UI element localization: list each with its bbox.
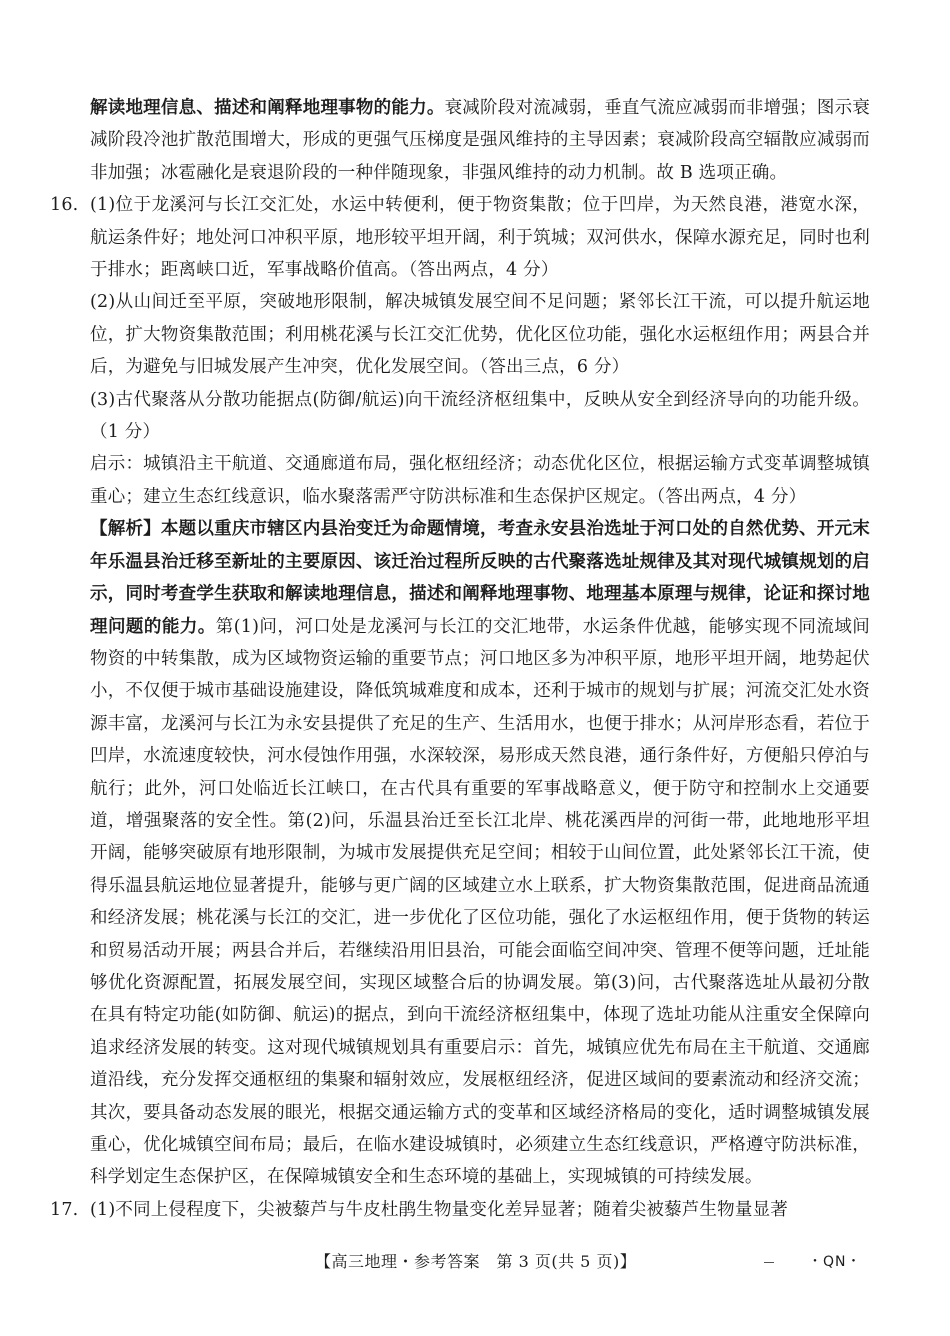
q17-part-1: (1)不同上侵程度下，尖被藜芦与牛皮杜鹃生物量变化差异显著；随着尖被藜芦生物量显著 (90, 1199, 788, 1220)
question-16-number: 16. (50, 195, 79, 216)
q15-bold-text: 解读地理信息、描述和阐释地理事物的能力。 (90, 98, 445, 118)
page-content (50, 92, 871, 1226)
footer-dash (764, 1262, 774, 1263)
q16-part-3: (3)古代聚落从分散功能据点(防御/航运)向干流经济枢纽集中，反映从安全到经济导向的功能升级。（1 分） (90, 389, 870, 443)
footer-page-info: 【高三地理・参考答案 第 3 页(共 5 页)】 (315, 1252, 637, 1271)
question-17 (50, 1194, 870, 1226)
q16-analysis-text: 第(1)问，河口处是龙溪河与长江的交汇地带，水运条件优越，能够实现不同流域间物资的中转集散，成为区域物资运输的重要节点；河口地区多为冲积平原，地形平坦开阔，地势起伏小，不仅便于城市基础设施建设，降低筑城难度和成本，还利于城市的规划与扩展；河流交汇处水资源丰富，龙溪河与长江为永安县提供了充足的生产、生活用水，也便于排水；从河岸形态看，若位于凹岸，水流速度较快，河水侵蚀作用强，水深较深，易形成天然良港，通行条件好，方便船只停泊与航行；此外，河口处临近长江峡口，在古代具有重要的军事战略意义，便于防守和控制水上交通要道，增强聚落的安全性。第(2)问，乐温县治迁至长江北岸、桃花溪西岸的河街一带，此地地形平坦开阔，能够突破原有地形限制，为城市发展提供充足空间；相较于山间位置，此处紧邻长江干流，使得乐温县航运地位显著提升，能够与更广阔的区域建立水上联系，扩大物资集散范围，促进商品流通和经济发展；桃花溪与长江的交汇，进一步优化了区位功能，强化了水运枢纽作用，便于货物的转运和贸易活动开展；两县合并后，若继续沿用旧县治，可能会面临空间冲突、管理不便等问题，迁址能够优化资源配置，拓展发展空间，实现区域整合后的协调发展。第(3)问，古代聚落选址从最初分散在具有特定功能(如防御、航运)的据点，到向干流经济枢纽集中，体现了选址功能从注重安全保障向追求经济发展的转变。这对现代城镇规划具有重要启示：首先，城镇应优先布局在主干航道、交通廊道沿线，充分发挥交通枢纽的集聚和辐射效应，发展枢纽经济，促进区域间的要素流动和经济交流；其次，要具备动态发展的眼光，根据交通运输方式的变革和区域经济格局的变化，适时调整城镇发展重心，优化城镇空间布局；最后，在临水建设城镇时，必须建立生态红线意识，严格遵守防洪标准，科学划定生态保护区，在保障城镇安全和生态环境的基础上，实现城镇的可持续发展。 (90, 616, 871, 1188)
footer-code: ・QN・ (808, 1254, 862, 1270)
q16-inspiration: 启示：城镇沿主干航道、交通廊道布局，强化枢纽经济；动态优化区位，根据运输方式变革调整城镇重心；建立生态红线意识，临水聚落需严守防洪标准和生态保护区规定。（答出两点，4 分） (90, 454, 870, 507)
page-footer (0, 1248, 950, 1276)
q16-analysis-bold: 【解析】本题以重庆市辖区内县治变迁为命题情境，考查永安县治选址于河口处的自然优势、开元末年乐温县治迁移至新址的主要原因、该迁治过程所反映的古代聚落选址规律及其对现代城镇规划的启示，同时考查学生获取和解读地理信息，描述和阐释地理事物、地理基本原理与规律，论证和探讨地理问题的能力。 (90, 519, 870, 637)
question-17-number: 17. (50, 1199, 79, 1220)
q16-part-1: (1)位于龙溪河与长江交汇处，水运中转便利，便于物资集散；位于凹岸，为天然良港，港宽水深，航运条件好；地处河口冲积平原，地形较平坦开阔，利于筑城；双河供水，保障水源充足，同时也利于排水；距离峡口近，军事战略价值高。（答出两点，4 分） (90, 195, 870, 281)
q15-text: 衰减阶段对流减弱，垂直气流应减弱而非增强；图示衰减阶段冷池扩散范围增大，形成的更强气压梯度是强风维持的主导因素；衰减阶段高空辐散应减弱而非加强；冰雹融化是衰退阶段的一种伴随现象，非强风维持的动力机制。故 B 选项正确。 (90, 98, 870, 183)
q16-part-2: (2)从山间迁至平原，突破地形限制，解决城镇发展空间不足问题；紧邻长江干流，可以提升航运地位，扩大物资集散范围；利用桃花溪与长江交汇优势，优化区位功能，强化水运枢纽作用；两县合并后，为避免与旧城发展产生冲突，优化发展空间。（答出三点，6 分） (90, 292, 870, 378)
q16-analysis (90, 513, 870, 1194)
question-16 (50, 189, 871, 1194)
q15-continuation (90, 92, 870, 189)
